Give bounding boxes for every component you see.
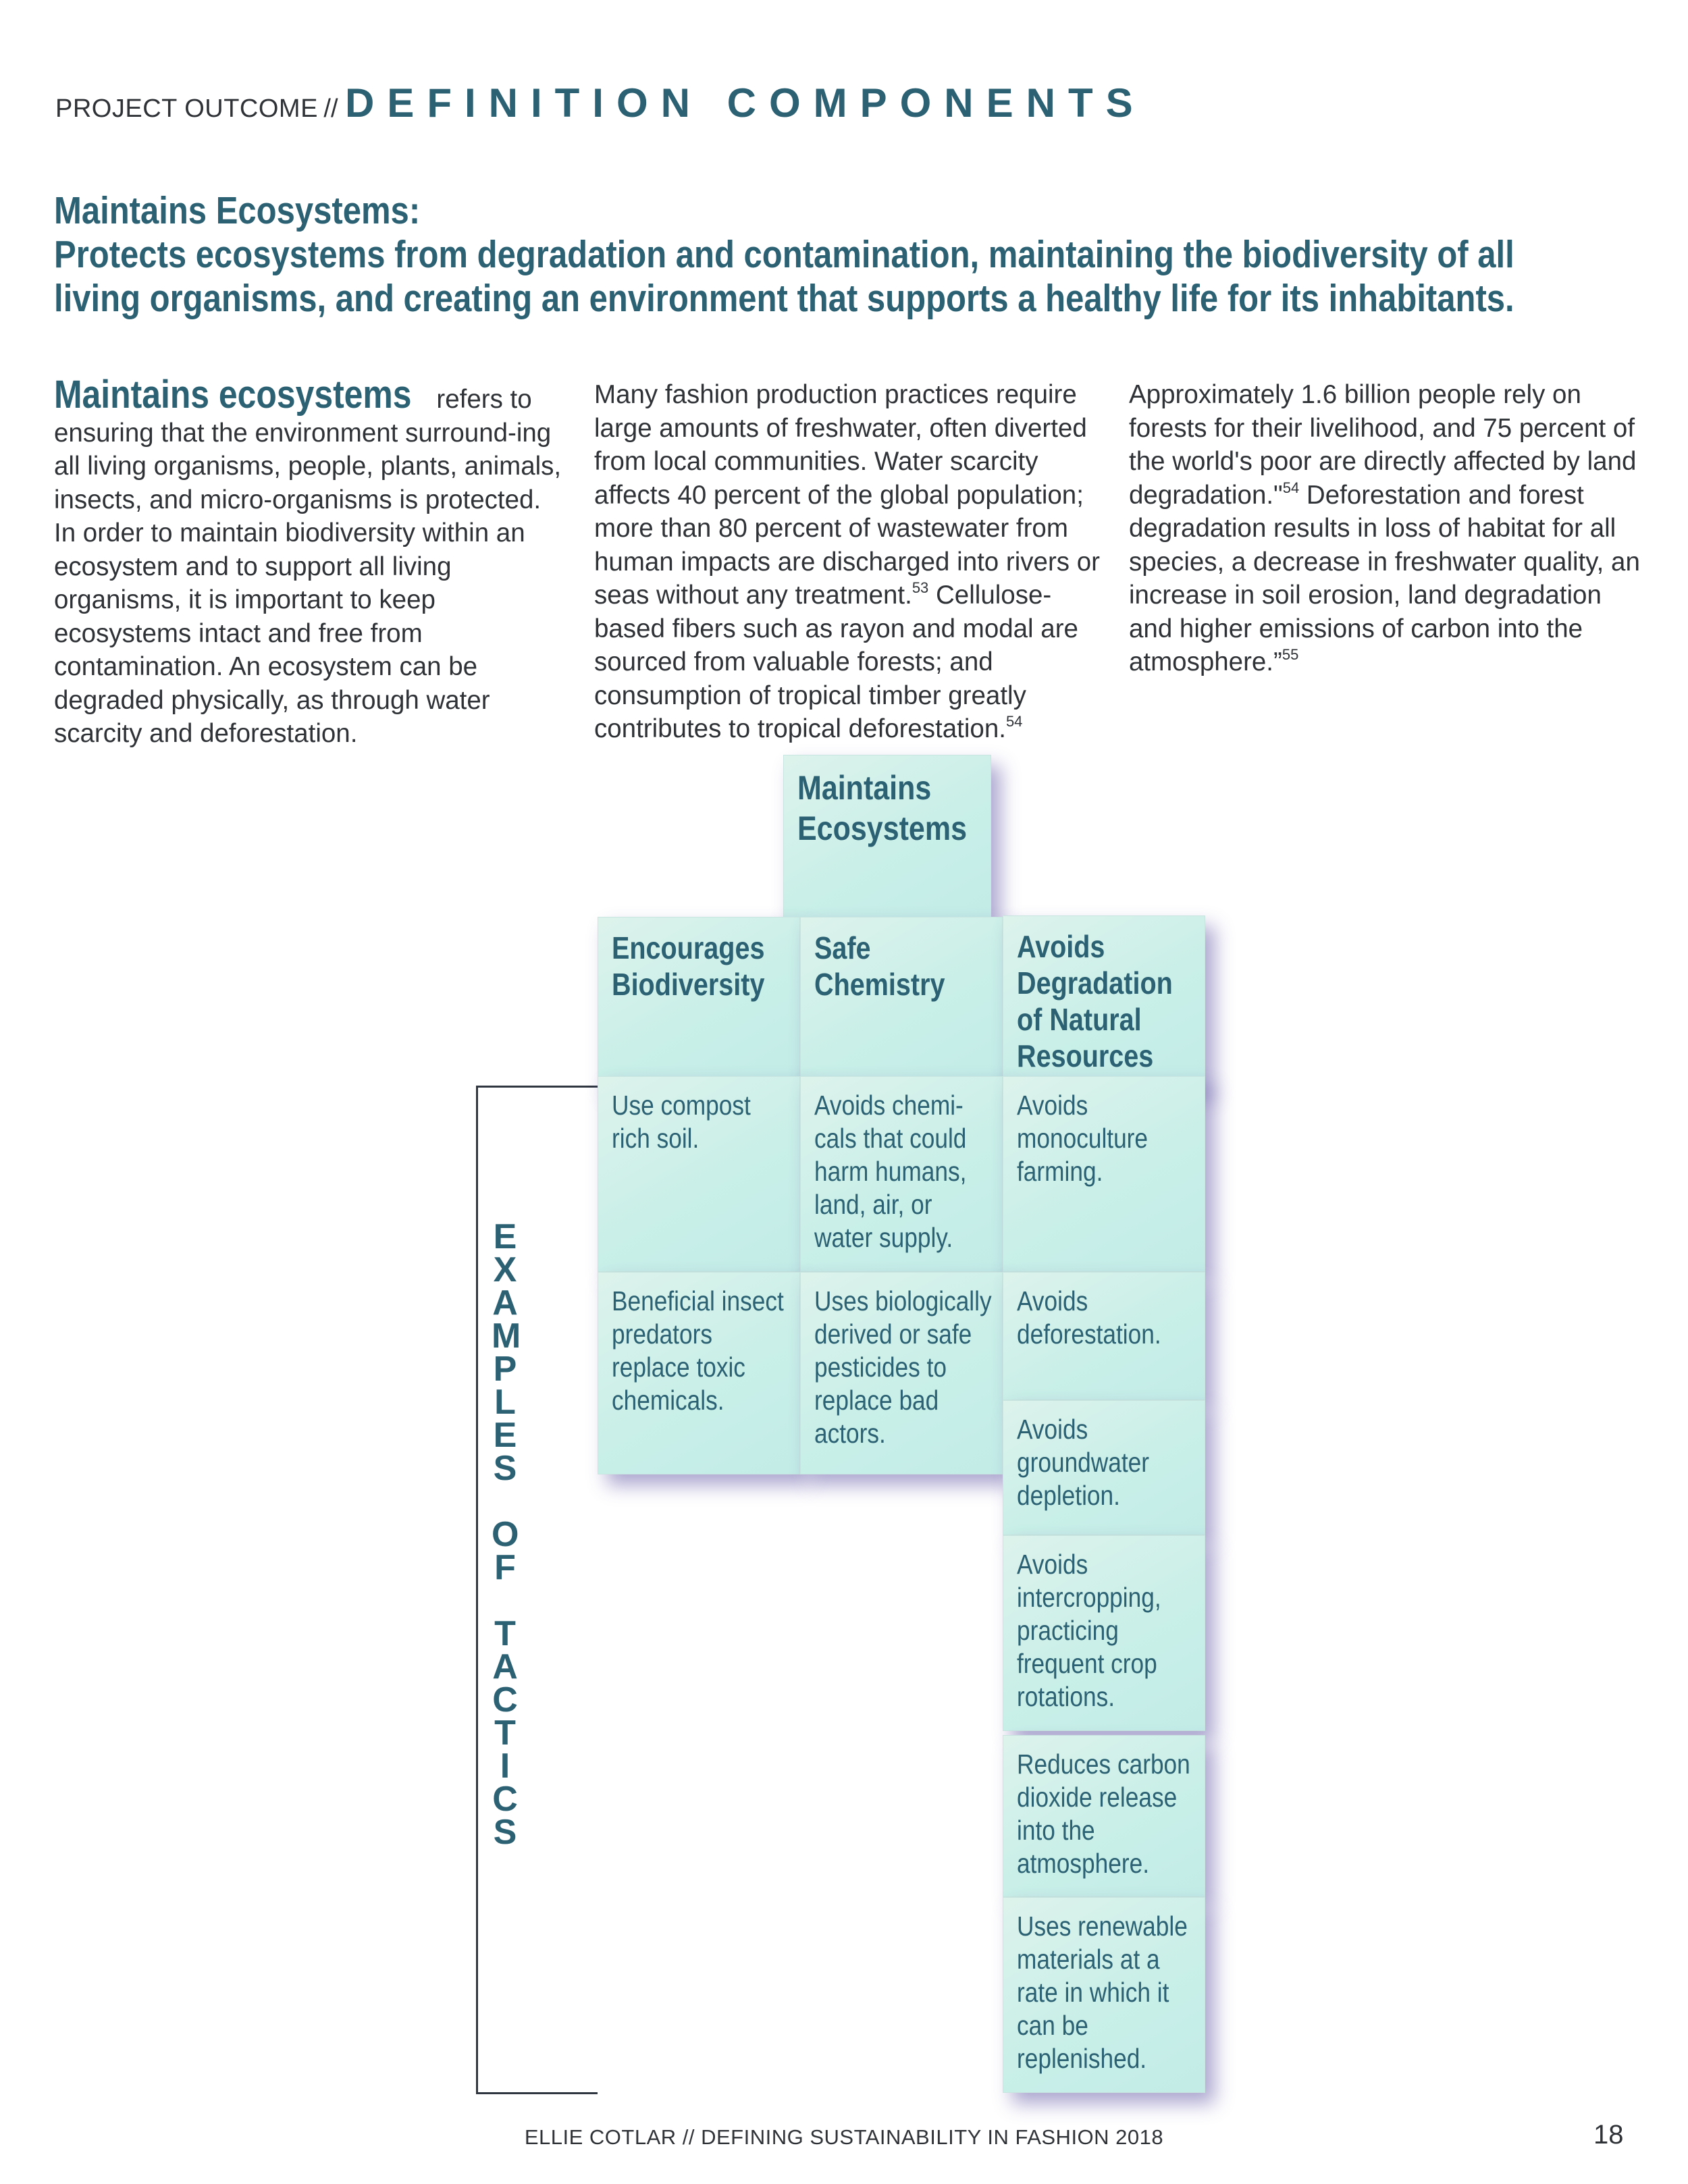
note-text — [1017, 1285, 1161, 1351]
note-line: materials at a — [1017, 1944, 1160, 1975]
text-column-2 — [594, 378, 1107, 746]
note-line: atmosphere. — [1017, 1848, 1149, 1879]
note-beneficial-insects — [598, 1272, 800, 1474]
note-line: cals that could — [814, 1123, 967, 1154]
note-line: Reduces carbon — [1017, 1749, 1190, 1780]
header-prefix: PROJECT OUTCOME — [55, 95, 318, 123]
note-line: can be — [1017, 2010, 1088, 2041]
note-text — [814, 1089, 966, 1254]
intro-line-1: Maintains Ecosystems: — [54, 189, 421, 232]
note-line: derived or safe — [814, 1319, 972, 1350]
examples-label-letter: X — [493, 1250, 517, 1289]
note-line: replenished. — [1017, 2043, 1147, 2074]
note-line: practicing — [1017, 1615, 1119, 1646]
note-line: land, air, or — [814, 1189, 932, 1220]
note-line: Avoids — [1017, 1090, 1088, 1121]
column-2-ref-a: 53 — [912, 579, 929, 596]
note-avoids-degradation — [1003, 915, 1205, 1088]
note-line: intercropping, — [1017, 1582, 1161, 1613]
note-renewable-materials — [1003, 1897, 1205, 2093]
note-text — [797, 768, 967, 849]
column-3-text-a: Approximately 1.6 billion people rely on forests for their livelihood, and 75 percent of the world's poor are directly affected by land degradation." — [1129, 380, 1637, 510]
note-line: groundwater — [1017, 1447, 1150, 1478]
note-line: monoculture — [1017, 1123, 1149, 1154]
note-avoids-monoculture — [1003, 1076, 1205, 1272]
examples-label-letter: C — [492, 1680, 518, 1720]
note-line: water supply. — [814, 1222, 953, 1253]
note-avoids-groundwater-depletion — [1003, 1400, 1205, 1535]
intro-heading — [54, 189, 1622, 321]
examples-label-letter: F — [494, 1548, 516, 1587]
note-line: Uses biologically — [814, 1285, 992, 1316]
text-column-3 — [1129, 378, 1642, 679]
note-line: Avoids — [1017, 1414, 1088, 1445]
note-reduces-carbon — [1003, 1735, 1205, 1897]
note-line: deforestation. — [1017, 1319, 1161, 1350]
examples-label-letter: T — [494, 1614, 516, 1653]
note-safe-chemistry — [800, 917, 1003, 1086]
intro-line-3: living organisms, and creating an environment that supports a healthy life for its inhabitants. — [54, 277, 1514, 320]
note-line: Avoids — [1017, 1285, 1088, 1316]
note-text — [814, 1285, 992, 1450]
examples-label-letter: T — [494, 1713, 516, 1753]
page-footer: ELLIE COTLAR // DEFINING SUSTAINABILITY IN FASHION 2018 — [524, 2125, 1164, 2149]
note-line: harm humans, — [814, 1156, 967, 1187]
text-column-1 — [54, 373, 567, 751]
note-line: Chemistry — [814, 967, 945, 1002]
note-text — [1017, 1548, 1161, 1713]
column-2-ref-b: 54 — [1005, 713, 1023, 730]
note-line: rate in which it — [1017, 1977, 1169, 2008]
examples-label-letter — [492, 1485, 519, 1518]
column-2-text-b: Cellulose-based fibers such as rayon and modal are sourced from valuable forests; and consumption of tropical timber greatly contributes to tropical deforestation. — [594, 581, 1078, 743]
column-3-ref-a: 54 — [1282, 479, 1300, 496]
note-line: Avoids — [1017, 1549, 1088, 1580]
note-maintains-ecosystems — [783, 755, 991, 920]
note-line: chemicals. — [612, 1385, 724, 1416]
examples-label-letter: C — [492, 1780, 518, 1819]
note-use-compost — [598, 1076, 800, 1272]
column-1-body: refers to ensuring that the environment surround-ing all living organisms, people, plants, animals, insects, and micro-organisms is protected. In order to maintain biodiversity within an ecosystem and to support all living organisms, it is important to keep ecosystems intact and free from contamination. An ecosystem can be degraded physically, as through water scarcity and deforestation. — [54, 385, 562, 748]
examples-label-letter: O — [492, 1515, 519, 1554]
note-line: actors. — [814, 1418, 886, 1449]
examples-label-letter: S — [493, 1813, 517, 1852]
examples-label-letter: S — [493, 1449, 517, 1488]
note-line: Avoids — [1017, 929, 1105, 964]
note-text — [612, 1285, 784, 1417]
header-title: DEFINITION COMPONENTS — [344, 80, 1146, 126]
note-line: into the — [1017, 1815, 1095, 1846]
note-line: Ecosystems — [797, 809, 967, 847]
column-2-text-a: Many fashion production practices require large amounts of freshwater, often diverted from local communities. Water scarcity affects 40 percent of the global population; more than 80 percent of wastewater from human impacts are discharged into rivers or seas without any treatment. — [594, 380, 1100, 610]
page-header — [55, 80, 1146, 126]
note-encourages-biodiversity — [598, 917, 800, 1086]
note-text — [814, 930, 945, 1003]
page-number: 18 — [1593, 2120, 1624, 2150]
note-biological-pesticides — [800, 1272, 1003, 1474]
note-text — [1017, 1413, 1149, 1512]
note-line: Safe — [814, 930, 871, 965]
examples-label-letter: E — [493, 1416, 517, 1455]
intro-line-2: Protects ecosystems from degradation and contamination, maintaining the biodiversity of all — [54, 233, 1514, 276]
note-line: Uses renewable — [1017, 1911, 1188, 1942]
note-line: dioxide release — [1017, 1782, 1178, 1813]
note-line: replace toxic — [612, 1352, 745, 1383]
note-line: of Natural — [1017, 1002, 1142, 1037]
note-line: Biodiversity — [612, 967, 765, 1002]
note-line: Encourages — [612, 930, 765, 965]
examples-label-letter: P — [493, 1350, 517, 1389]
examples-label-letter — [492, 1584, 519, 1618]
note-line: farming. — [1017, 1156, 1103, 1187]
note-line: Maintains — [797, 769, 932, 807]
note-line: Degradation — [1017, 965, 1173, 1001]
header-separator: // — [323, 95, 338, 123]
note-line: frequent crop — [1017, 1648, 1157, 1679]
note-avoids-deforestation — [1003, 1272, 1205, 1400]
note-text — [1017, 1910, 1188, 2075]
note-line: replace bad — [814, 1385, 939, 1416]
note-text — [1017, 928, 1173, 1074]
note-line: Avoids chemi- — [814, 1090, 964, 1121]
note-line: rotations. — [1017, 1681, 1115, 1712]
note-text — [1017, 1748, 1190, 1880]
note-text — [612, 1089, 751, 1155]
note-line: predators — [612, 1319, 712, 1350]
examples-label-letter: E — [493, 1217, 517, 1256]
column-3-ref-b: 55 — [1282, 646, 1299, 663]
note-line: Beneficial insect — [612, 1285, 784, 1316]
examples-label-letter: A — [492, 1647, 518, 1686]
examples-of-tactics-label — [492, 1217, 521, 1852]
note-line: depletion. — [1017, 1480, 1120, 1511]
note-text — [612, 930, 764, 1003]
examples-label-letter: I — [500, 1747, 510, 1786]
column-1-lead: Maintains ecosystems — [54, 373, 412, 417]
examples-label-letter: M — [492, 1316, 521, 1356]
column-3-text-b: Deforestation and forest degradation results in loss of habitat for all species, a decrease in freshwater quality, an increase in soil erosion, land degradation and higher emissions of carbon into the atmosphere.” — [1129, 480, 1640, 676]
note-avoids-intercropping — [1003, 1535, 1205, 1731]
examples-label-letter: L — [494, 1383, 516, 1422]
note-line: Use compost — [612, 1090, 751, 1121]
note-avoids-chemicals — [800, 1076, 1003, 1272]
note-text — [1017, 1089, 1148, 1188]
examples-label-letter: A — [492, 1283, 518, 1323]
note-line: rich soil. — [612, 1123, 700, 1154]
note-line: pesticides to — [814, 1352, 947, 1383]
note-line: Resources — [1017, 1038, 1154, 1073]
